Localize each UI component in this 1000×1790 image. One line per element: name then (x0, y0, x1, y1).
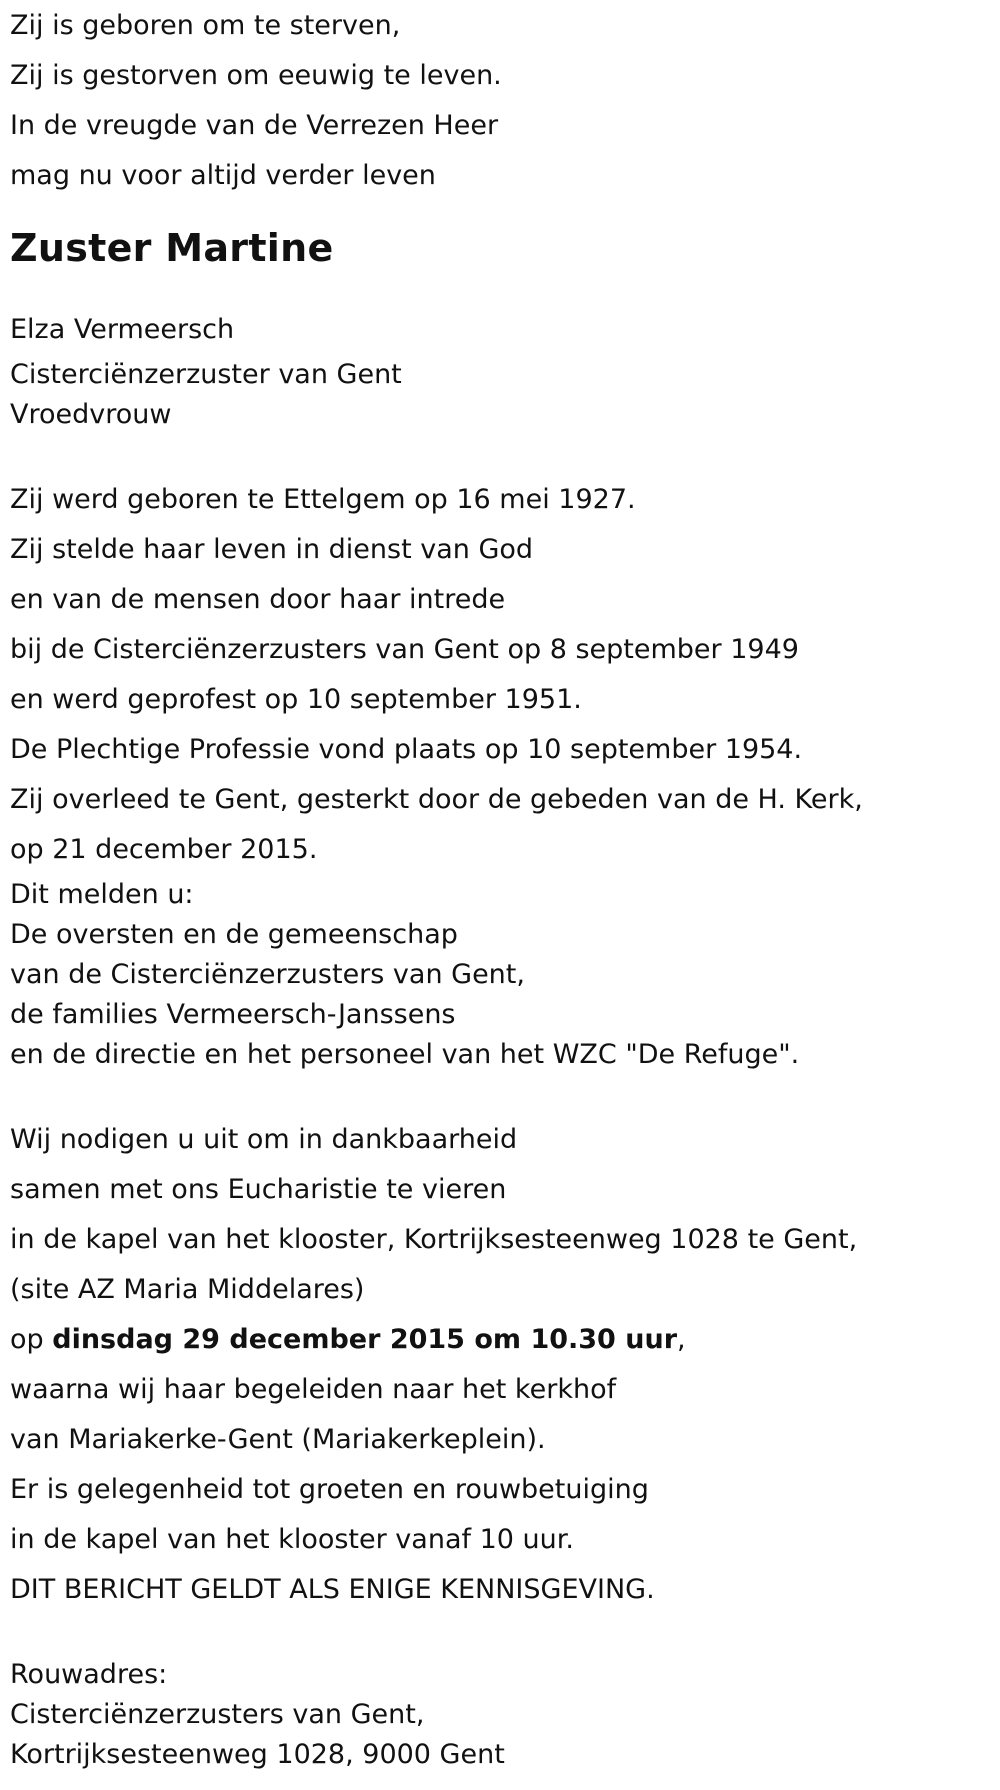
date-suffix: , (677, 1324, 686, 1355)
notice-line: DIT BERICHT GELDT ALS ENIGE KENNISGEVING. (10, 1574, 655, 1605)
invitation-line: (site AZ Maria Middelares) (10, 1274, 365, 1305)
biography-line: bij de Cisterciënzerzusters van Gent op 8 september 1949 (10, 634, 799, 665)
poem-line: mag nu voor altijd verder leven (10, 160, 436, 191)
announcers-line: de families Vermeersch-Janssens (10, 999, 456, 1030)
announcers-block (10, 875, 1000, 1075)
poem-line: Zij is gestorven om eeuwig te leven. (10, 60, 502, 91)
invitation-line: Er is gelegenheid tot groeten en rouwbetuiging (10, 1474, 649, 1505)
biography-block (10, 475, 1000, 875)
person-order: Cisterciënzerzuster van Gent (10, 359, 402, 390)
invitation-line: van Mariakerke-Gent (Mariakerkeplein). (10, 1424, 546, 1455)
address-label: Rouwadres: (10, 1659, 168, 1690)
poem (10, 0, 1000, 201)
date-prefix: op (10, 1324, 53, 1355)
ceremony-date: dinsdag 29 december 2015 om 10.30 uur (52, 1324, 678, 1355)
address-block (10, 1655, 1000, 1775)
person-profession: Vroedvrouw (10, 399, 172, 430)
biography-line: Zij overleed te Gent, gesterkt door de gebeden van de H. Kerk, (10, 784, 863, 815)
biography-line: De Plechtige Professie vond plaats op 10 september 1954. (10, 734, 803, 765)
biography-line: en werd geprofest op 10 september 1951. (10, 684, 582, 715)
poem-line: Zij is geboren om te sterven, (10, 10, 401, 41)
biography-line: Zij werd geboren te Ettelgem op 16 mei 1927. (10, 484, 636, 515)
invitation-line: in de kapel van het klooster, Kortrijksesteenweg 1028 te Gent, (10, 1224, 858, 1255)
person-name: Elza Vermeersch (10, 314, 235, 345)
identity-block (10, 305, 1000, 435)
poem-line: In de vreugde van de Verrezen Heer (10, 110, 499, 141)
page-title: Zuster Martine (10, 226, 334, 270)
invitation-line: in de kapel van het klooster vanaf 10 uur. (10, 1524, 574, 1555)
invitation-line: waarna wij haar begeleiden naar het kerkhof (10, 1374, 617, 1405)
biography-line: op 21 december 2015. (10, 834, 318, 865)
ceremony-date-line (10, 1315, 1000, 1365)
announcers-line: van de Cisterciënzerzusters van Gent, (10, 959, 525, 990)
biography-line: en van de mensen door haar intrede (10, 584, 506, 615)
biography-line: Zij stelde haar leven in dienst van God (10, 534, 534, 565)
invitation-line: Wij nodigen u uit om in dankbaarheid (10, 1124, 518, 1155)
announcers-line: en de directie en het personeel van het WZC "De Refuge". (10, 1039, 800, 1070)
address-line: Cisterciënzerzusters van Gent, (10, 1699, 425, 1730)
invitation-line: samen met ons Eucharistie te vieren (10, 1174, 507, 1205)
announcers-line: Dit melden u: (10, 879, 194, 910)
address-line: Kortrijksesteenweg 1028, 9000 Gent (10, 1739, 505, 1770)
invitation-block (10, 1115, 1000, 1615)
announcers-line: De oversten en de gemeenschap (10, 919, 458, 950)
